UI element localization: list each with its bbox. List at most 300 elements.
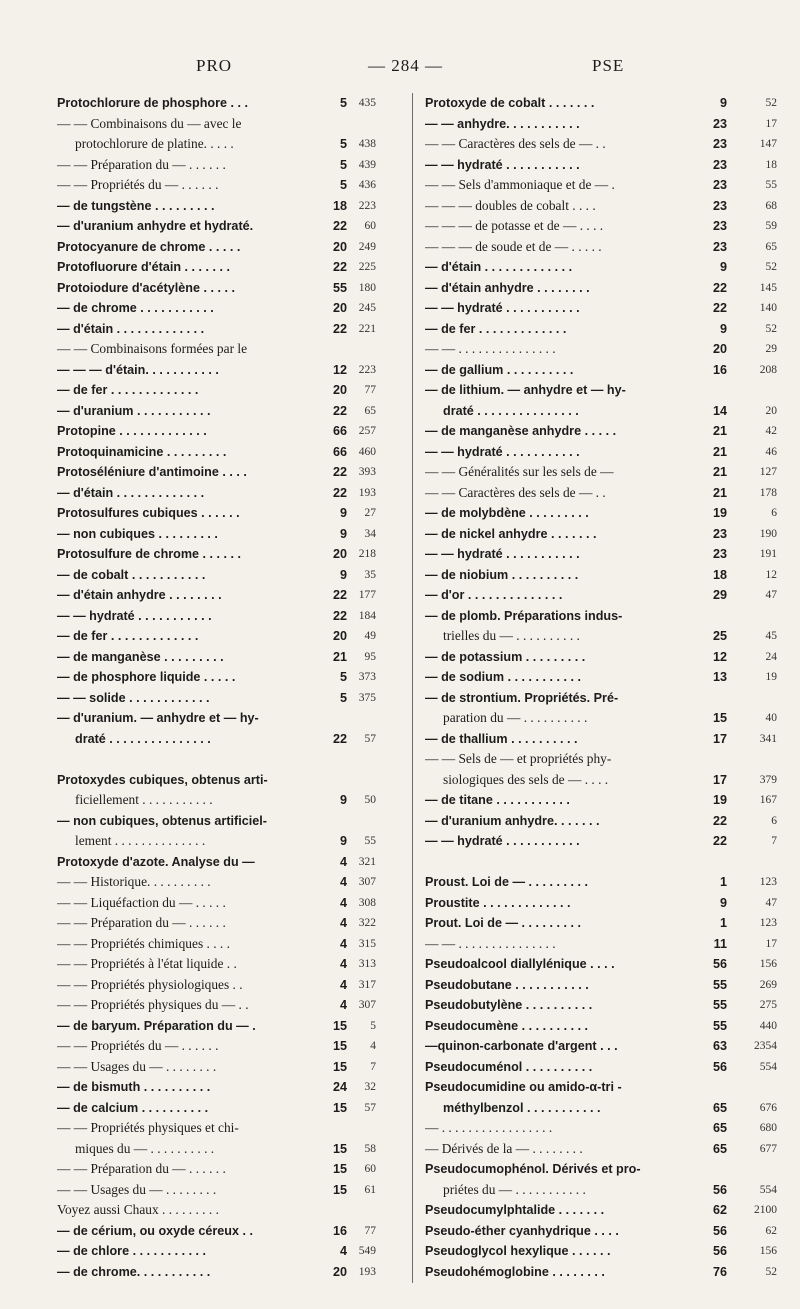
entry-page: 32 xyxy=(364,1081,376,1093)
index-entry xyxy=(425,401,777,422)
entry-term: — de chlore . . . . . . . . . . . xyxy=(57,1244,207,1258)
index-entry xyxy=(425,585,777,606)
entry-term: Pseudo-éther cyanhydrique . . . . xyxy=(425,1223,619,1238)
index-entry xyxy=(57,995,376,1016)
entry-volume: 23 xyxy=(712,137,727,151)
entry-page: 375 xyxy=(358,691,376,704)
entry-volume: 66 xyxy=(332,444,347,459)
entry-volume: 12 xyxy=(332,362,347,377)
index-entry xyxy=(57,852,376,873)
index-entry xyxy=(57,401,376,422)
index-entry xyxy=(57,462,376,483)
index-entry xyxy=(57,544,376,565)
index-entry xyxy=(425,667,777,688)
entry-volume: 4 xyxy=(339,957,347,971)
index-entry xyxy=(425,524,777,545)
entry-volume: 17 xyxy=(712,772,727,787)
index-entry xyxy=(425,155,777,176)
entry-volume: 4 xyxy=(339,977,347,992)
index-entry xyxy=(425,134,777,155)
entry-term: — — Sels d'ammoniaque et de — . xyxy=(425,177,615,192)
entry-term: — de titane . . . . . . . . . . . xyxy=(425,793,570,807)
entry-volume: 4 xyxy=(339,875,347,889)
entry-page: 34 xyxy=(364,527,376,540)
entry-volume: 15 xyxy=(332,1039,347,1053)
entry-term: — de cérium, ou oxyde céreux . . xyxy=(57,1223,253,1238)
index-entry xyxy=(425,934,777,955)
index-entry xyxy=(425,811,777,832)
entry-term: — de cobalt . . . . . . . . . . . xyxy=(57,567,206,582)
entry-term: — — hydraté . . . . . . . . . . . xyxy=(425,834,580,848)
entry-volume: 21 xyxy=(712,424,727,438)
index-entry xyxy=(425,462,777,483)
entry-volume: 21 xyxy=(712,465,727,479)
entry-term: — de phosphore liquide . . . . . xyxy=(57,670,236,684)
index-entry xyxy=(425,1262,777,1283)
entry-volume: 22 xyxy=(332,608,347,623)
entry-volume: 1 xyxy=(719,916,727,930)
entry-volume: 23 xyxy=(712,178,727,192)
entry-volume: 20 xyxy=(332,239,347,254)
entry-page: 177 xyxy=(358,589,376,601)
entry-volume: 22 xyxy=(332,321,347,336)
index-entry xyxy=(57,667,376,688)
entry-term: — — . . . . . . . . . . . . . . . xyxy=(425,341,556,356)
entry-term: — non cubiques, obtenus artificiel- xyxy=(57,813,267,828)
entry-term: ficiellement . . . . . . . . . . . xyxy=(75,792,213,807)
entry-volume: 4 xyxy=(339,895,347,910)
index-entry xyxy=(425,483,777,504)
entry-term: Proustite . . . . . . . . . . . . . xyxy=(425,895,571,910)
entry-volume: 22 xyxy=(712,834,727,848)
entry-volume: 13 xyxy=(712,670,727,684)
entry-volume: 63 xyxy=(712,1039,727,1053)
entry-term: — non cubiques . . . . . . . . . xyxy=(57,526,218,541)
entry-volume: 9 xyxy=(719,260,727,274)
left-index-column xyxy=(57,93,376,1282)
entry-page: 95 xyxy=(364,650,376,663)
entry-term: Protopine . . . . . . . . . . . . . xyxy=(57,424,207,438)
entry-page: 61 xyxy=(364,1183,376,1196)
index-entry xyxy=(57,606,376,627)
entry-volume: 14 xyxy=(712,403,727,418)
entry-page: 167 xyxy=(759,794,777,806)
index-entry xyxy=(425,1139,777,1160)
index-entry xyxy=(57,1241,376,1262)
entry-volume: 55 xyxy=(712,1018,727,1033)
entry-term: — de nickel anhydre . . . . . . . xyxy=(425,526,597,541)
entry-volume: 22 xyxy=(712,813,727,828)
index-entry xyxy=(425,503,777,524)
entry-page: 58 xyxy=(364,1142,376,1155)
entry-page: 438 xyxy=(358,138,376,150)
entry-page: 127 xyxy=(759,466,777,478)
entry-page: 42 xyxy=(765,425,777,437)
index-entry xyxy=(57,319,376,340)
entry-volume: 22 xyxy=(332,588,347,602)
entry-term: — — Préparation du — . . . . . . xyxy=(57,915,226,930)
index-entry xyxy=(425,1180,777,1201)
entry-page: 123 xyxy=(759,876,777,888)
entry-term: — de niobium . . . . . . . . . . xyxy=(425,567,579,582)
entry-term: — d'uranium anhydre. . . . . . . xyxy=(425,813,600,828)
entry-volume: 21 xyxy=(712,444,727,459)
index-entry xyxy=(57,421,376,442)
entry-term: — — — de potasse et de — . . . . xyxy=(425,218,604,233)
entry-term: — — . . . . . . . . . . . . . . . xyxy=(425,935,556,951)
entry-page: 308 xyxy=(358,896,376,909)
index-entry xyxy=(425,175,777,196)
entry-term: — d'étain . . . . . . . . . . . . . xyxy=(57,321,205,336)
entry-term: — de strontium. Propriétés. Pré- xyxy=(425,690,619,705)
entry-volume: 15 xyxy=(332,1141,347,1156)
entry-term: Protoiodure d'acétylène . . . . . xyxy=(57,280,235,295)
entry-volume: 16 xyxy=(712,362,727,377)
entry-term: miques du — . . . . . . . . . . xyxy=(75,1140,215,1156)
index-entry xyxy=(425,975,777,996)
entry-volume: 1 xyxy=(719,875,727,889)
entry-page: 62 xyxy=(765,1224,777,1237)
index-entry xyxy=(57,114,376,135)
entry-term: — de molybdène . . . . . . . . . xyxy=(425,506,589,520)
entry-term: — — Propriétés chimiques . . . . xyxy=(57,935,230,951)
entry-page: 29 xyxy=(765,343,777,355)
entry-volume: 18 xyxy=(332,198,347,213)
entry-page: 57 xyxy=(364,1101,376,1114)
entry-volume: 4 xyxy=(339,998,347,1012)
page-header xyxy=(0,56,800,80)
entry-term: Pseudocumène . . . . . . . . . . xyxy=(425,1018,589,1033)
index-entry xyxy=(57,626,376,647)
entry-volume: 23 xyxy=(712,157,727,172)
entry-page: 178 xyxy=(759,486,777,499)
entry-page: 554 xyxy=(759,1060,777,1073)
entry-term: — — Propriétés physiques et chi- xyxy=(57,1120,239,1135)
entry-term: Pseudoglycol hexylique . . . . . . xyxy=(425,1244,611,1258)
entry-volume: 5 xyxy=(339,178,347,192)
entry-page: 7 xyxy=(370,1060,376,1073)
right-index-column xyxy=(425,93,777,1282)
entry-term: — d'étain . . . . . . . . . . . . . xyxy=(57,485,205,500)
entry-volume: 21 xyxy=(712,485,727,500)
entry-page: 2354 xyxy=(754,1040,777,1052)
entry-page: 193 xyxy=(358,486,376,499)
entry-page: 257 xyxy=(358,425,376,437)
index-entry xyxy=(425,708,777,729)
entry-term: — de gallium . . . . . . . . . . xyxy=(425,362,574,377)
entry-page: 208 xyxy=(759,363,777,376)
entry-page: 6 xyxy=(771,814,777,827)
entry-page: 7 xyxy=(771,835,777,847)
index-entry xyxy=(57,708,376,729)
entry-volume: 21 xyxy=(332,649,347,664)
entry-volume: 65 xyxy=(712,1100,727,1115)
index-entry xyxy=(425,954,777,975)
entry-term: — de fer . . . . . . . . . . . . . xyxy=(57,383,199,397)
index-entry xyxy=(57,688,376,709)
entry-page: 373 xyxy=(358,671,376,683)
entry-volume: 16 xyxy=(332,1223,347,1238)
entry-term: — — Préparation du — . . . . . . xyxy=(57,156,226,172)
entry-page: 393 xyxy=(358,466,376,478)
entry-volume: 4 xyxy=(339,916,347,930)
entry-page: 47 xyxy=(765,589,777,601)
entry-page: 249 xyxy=(358,240,376,253)
index-entry xyxy=(57,585,376,606)
index-entry xyxy=(57,1057,376,1078)
entry-term: Voyez aussi Chaux . . . . . . . . . xyxy=(57,1202,219,1217)
index-entry xyxy=(425,995,777,1016)
index-entry xyxy=(425,1241,777,1262)
entry-page: 193 xyxy=(358,1265,376,1278)
entry-volume: 22 xyxy=(332,403,347,418)
index-entry xyxy=(425,1221,777,1242)
entry-term: — — Combinaisons formées par le xyxy=(57,341,248,356)
entry-term: — — Combinaisons du — avec le xyxy=(57,115,242,131)
entry-term: Protofluorure d'étain . . . . . . . xyxy=(57,260,231,274)
entry-term: — de baryum. Préparation du — . xyxy=(57,1018,256,1033)
entry-volume: 56 xyxy=(712,1059,727,1074)
entry-page: 677 xyxy=(759,1142,777,1155)
entry-term: Pseudocumidine ou amido-α-tri - xyxy=(425,1080,622,1094)
entry-page: 2100 xyxy=(754,1204,777,1216)
entry-term: — — hydraté . . . . . . . . . . . xyxy=(425,547,580,561)
entry-term: — — Historique. . . . . . . . . . xyxy=(57,874,211,889)
index-entry xyxy=(57,216,376,237)
entry-term: Pseudoalcool diallylénique . . . . xyxy=(425,957,615,971)
index-entry xyxy=(57,1077,376,1098)
index-entry xyxy=(425,872,777,893)
entry-term: lement . . . . . . . . . . . . . . xyxy=(75,833,206,848)
index-entry xyxy=(425,93,777,114)
index-entry xyxy=(57,1262,376,1283)
entry-volume: 9 xyxy=(339,506,347,520)
entry-volume: 55 xyxy=(712,998,727,1012)
entry-term: — de thallium . . . . . . . . . . xyxy=(425,731,578,746)
entry-volume: 20 xyxy=(332,301,347,315)
entry-page: 24 xyxy=(765,650,777,663)
entry-page: 315 xyxy=(358,937,376,950)
entry-term: — d'uranium . . . . . . . . . . . xyxy=(57,403,211,418)
index-entry xyxy=(425,216,777,237)
index-entry xyxy=(57,339,376,360)
entry-volume: 22 xyxy=(332,219,347,233)
index-entry xyxy=(425,749,777,770)
entry-term: Protochlorure de phosphore . . . xyxy=(57,96,249,110)
entry-term: — — Usages du — . . . . . . . . xyxy=(57,1181,217,1197)
entry-page: 60 xyxy=(364,1163,376,1175)
entry-term: — — anhydre. . . . . . . . . . . xyxy=(425,116,580,131)
entry-volume: 11 xyxy=(713,936,727,951)
entry-page: 145 xyxy=(759,281,777,294)
index-entry xyxy=(425,913,777,934)
entry-term: trielles du — . . . . . . . . . . xyxy=(443,628,580,643)
index-entry xyxy=(57,1016,376,1037)
index-entry xyxy=(57,298,376,319)
index-entry xyxy=(425,790,777,811)
entry-page: 49 xyxy=(364,630,376,642)
entry-volume: 4 xyxy=(339,854,347,869)
entry-term: — — Sels de — et propriétés phy- xyxy=(425,751,612,766)
entry-term: méthylbenzol . . . . . . . . . . . xyxy=(443,1100,601,1115)
entry-term: — — solide . . . . . . . . . . . . xyxy=(57,690,210,705)
entry-page: 55 xyxy=(765,179,777,191)
entry-page: 313 xyxy=(358,958,376,970)
entry-term: — — Caractères des sels de — . . xyxy=(425,136,606,151)
entry-volume: 5 xyxy=(339,96,347,110)
index-entry xyxy=(57,1139,376,1160)
entry-page: 47 xyxy=(765,896,777,909)
entry-page: 4 xyxy=(370,1040,376,1052)
index-entry xyxy=(425,852,777,873)
entry-volume: 20 xyxy=(332,1264,347,1279)
page-number: — 284 — xyxy=(368,56,443,75)
entry-term: siologiques des sels de — . . . . xyxy=(443,771,609,787)
index-entry xyxy=(425,831,777,852)
entry-volume: 19 xyxy=(712,793,727,807)
entry-page: 35 xyxy=(364,568,376,581)
index-entry xyxy=(57,134,376,155)
index-entry xyxy=(425,278,777,299)
index-entry xyxy=(57,975,376,996)
entry-page: 225 xyxy=(358,261,376,273)
entry-term: — — Généralités sur les sels de — xyxy=(425,464,614,479)
entry-volume: 9 xyxy=(339,834,347,848)
entry-term: — de lithium. — anhydre et — hy- xyxy=(425,383,626,397)
entry-volume: 22 xyxy=(332,731,347,746)
entry-volume: 5 xyxy=(339,690,347,705)
entry-page: 436 xyxy=(358,179,376,191)
entry-page: 275 xyxy=(759,999,777,1011)
entry-volume: 22 xyxy=(712,280,727,295)
entry-term: draté . . . . . . . . . . . . . . . xyxy=(443,403,579,418)
entry-term: Pseudocuménol . . . . . . . . . . xyxy=(425,1059,593,1074)
entry-volume: 76 xyxy=(712,1264,727,1279)
entry-term: Prout. Loi de — . . . . . . . . . xyxy=(425,916,582,930)
entry-page: 59 xyxy=(765,220,777,232)
index-entry xyxy=(57,1098,376,1119)
index-entry xyxy=(57,872,376,893)
entry-term: — — Propriétés physiques du — . . xyxy=(57,997,249,1012)
entry-volume: 25 xyxy=(712,629,727,643)
entry-page: 52 xyxy=(765,97,777,109)
entry-page: 223 xyxy=(358,199,376,212)
entry-term: — — Liquéfaction du — . . . . . xyxy=(57,894,226,910)
entry-term: Protosulfure de chrome . . . . . . xyxy=(57,547,242,561)
entry-page: 52 xyxy=(765,261,777,273)
entry-volume: 55 xyxy=(712,977,727,992)
entry-term: — — Usages du — . . . . . . . . xyxy=(57,1058,217,1074)
entry-volume: 56 xyxy=(712,1244,727,1258)
entry-volume: 9 xyxy=(719,96,727,110)
entry-volume: 20 xyxy=(332,547,347,561)
index-entry xyxy=(57,954,376,975)
entry-volume: 4 xyxy=(339,936,347,951)
entry-term: — de bismuth . . . . . . . . . . xyxy=(57,1080,211,1094)
entry-page: 379 xyxy=(759,773,777,786)
entry-page: 439 xyxy=(358,158,376,171)
entry-page: 52 xyxy=(765,322,777,335)
index-entry xyxy=(57,237,376,258)
index-entry xyxy=(425,1036,777,1057)
index-entry xyxy=(425,688,777,709)
index-entry xyxy=(57,483,376,504)
entry-page: 460 xyxy=(358,445,376,458)
entry-page: 55 xyxy=(364,835,376,847)
index-entry xyxy=(425,298,777,319)
index-entry xyxy=(425,339,777,360)
entry-page: 140 xyxy=(759,302,777,314)
entry-page: 17 xyxy=(765,117,777,130)
entry-volume: 65 xyxy=(712,1141,727,1156)
entry-volume: 15 xyxy=(332,1059,347,1074)
entry-volume: 17 xyxy=(712,731,727,746)
index-entry xyxy=(57,278,376,299)
entry-page: 156 xyxy=(759,1245,777,1257)
entry-term: — de calcium . . . . . . . . . . xyxy=(57,1100,209,1115)
entry-term: — — Propriétés du — . . . . . . xyxy=(57,1038,219,1053)
entry-page: 50 xyxy=(364,794,376,806)
index-entry xyxy=(425,544,777,565)
entry-term: — — Propriétés du — . . . . . . xyxy=(57,177,219,192)
index-entry xyxy=(57,934,376,955)
entry-term: — de fer . . . . . . . . . . . . . xyxy=(425,321,567,336)
entry-page: 57 xyxy=(364,732,376,745)
entry-term: — Dérivés de la — . . . . . . . . xyxy=(425,1140,583,1156)
index-entry xyxy=(57,1200,376,1221)
entry-page: 321 xyxy=(358,855,376,868)
entry-term: — — Propriétés physiologiques . . xyxy=(57,976,243,992)
index-entry xyxy=(425,237,777,258)
entry-page: 68 xyxy=(765,199,777,212)
entry-page: 676 xyxy=(759,1101,777,1114)
index-entry xyxy=(57,360,376,381)
header-right: PSE xyxy=(592,56,625,75)
index-entry xyxy=(57,1118,376,1139)
entry-term: — — hydraté . . . . . . . . . . . xyxy=(425,301,580,315)
entry-term: Pseudocumophénol. Dérivés et pro- xyxy=(425,1162,641,1176)
entry-page: 45 xyxy=(765,630,777,642)
entry-page: 5 xyxy=(370,1019,376,1032)
entry-volume: 9 xyxy=(719,321,727,336)
entry-page: 440 xyxy=(759,1019,777,1032)
index-entry xyxy=(57,893,376,914)
entry-page: 223 xyxy=(358,363,376,376)
entry-term: Protoquinamicine . . . . . . . . . xyxy=(57,444,227,459)
entry-page: 6 xyxy=(771,507,777,519)
entry-volume: 22 xyxy=(332,260,347,274)
entry-page: 77 xyxy=(364,1224,376,1237)
index-entry xyxy=(57,442,376,463)
index-entry xyxy=(57,257,376,278)
entry-term: — d'étain anhydre . . . . . . . . xyxy=(425,280,590,295)
entry-volume: 15 xyxy=(332,1100,347,1115)
entry-volume: 23 xyxy=(712,198,727,213)
index-entry xyxy=(57,749,376,770)
entry-term: priétes du — . . . . . . . . . . . xyxy=(443,1181,586,1197)
index-entry xyxy=(425,1118,777,1139)
entry-term: Pseudobutane . . . . . . . . . . . xyxy=(425,977,589,992)
index-entry xyxy=(57,770,376,791)
entry-term: — de plomb. Préparations indus- xyxy=(425,608,623,623)
index-entry xyxy=(425,1098,777,1119)
entry-volume: 66 xyxy=(332,424,347,438)
entry-term: — d'uranium. — anhydre et — hy- xyxy=(57,711,259,725)
entry-page: 435 xyxy=(358,97,376,109)
entry-page: 40 xyxy=(765,712,777,724)
entry-volume: 15 xyxy=(332,1018,347,1033)
index-entry xyxy=(57,196,376,217)
